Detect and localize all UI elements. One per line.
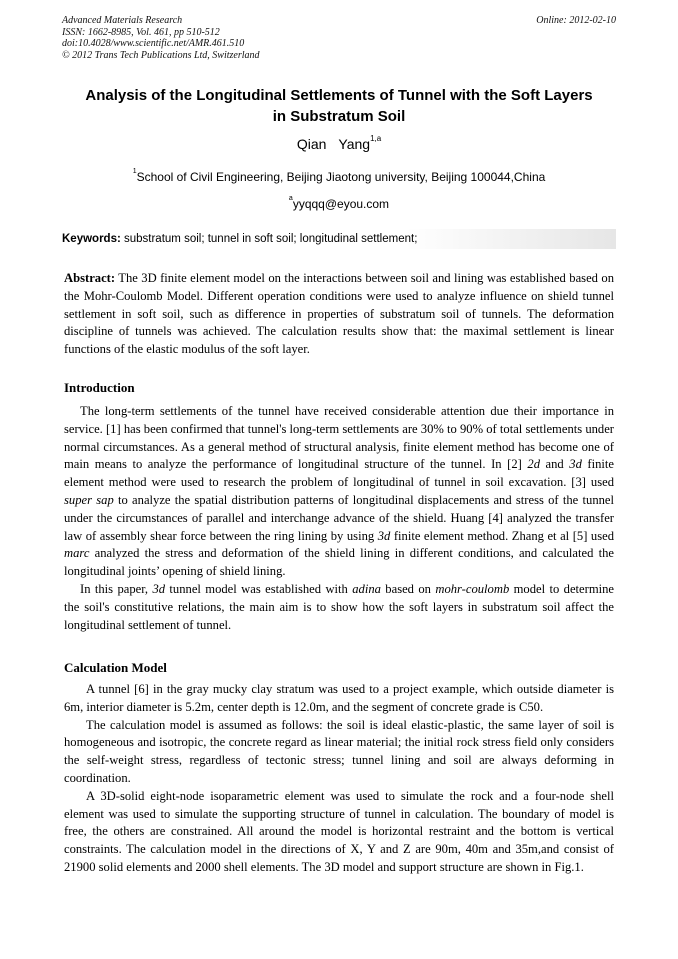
term-mohr-coulomb: mohr-coulomb: [435, 581, 510, 596]
calculation-model-heading: Calculation Model: [64, 660, 167, 675]
affiliation-text: School of Civil Engineering, Beijing Jiaotong university, Beijing 100044,China: [136, 170, 546, 184]
author-email: [0, 197, 678, 211]
affiliation: [0, 170, 678, 184]
introduction-body: [64, 403, 614, 634]
title-line-2: in Substratum Soil: [272, 108, 406, 125]
calc-paragraph-1: A tunnel [6] in the gray mucky clay stratum was used to a project example, which outside diameter is 6m, interior diameter is 5.2m, center depth is 12.0m, and the segment of concrete grade is C50.: [64, 682, 614, 714]
term-super-sap: super sap: [64, 492, 114, 507]
doi-line: doi:10.4028/www.scientific.net/AMR.461.510: [62, 38, 245, 49]
keywords-box: [62, 229, 616, 249]
email-text: yyqqq@eyou.com: [292, 197, 390, 211]
term-marc: marc: [64, 546, 90, 561]
intro-paragraph-1: The long-term settlements of the tunnel have received considerable attention due their importance in service. [1] has been confirmed that tunnel's long-term settlements are 30% to 90% of total settlements under normal circumstances. As a general method of structural analysis, finite element method has become one of main means to analyze the performance of longitudinal structure of the tunnel. In [2] 2d and 3d finite element method were used to research the problem of longitudinal of tunnel in soil excavation. [3] used super sap to analyze the spatial distribution patterns of longitudinal displacements and stress of the tunnel under the circumstances of parallel and interchange advance of the shield. Huang [4] analyzed the transfer law of assembly shear force between the ring lining by using 3d finite element method. Zhang et al [5] used marc analyzed the stress and deformation of the shield lining in different conditions, and calculated the longitudinal joints’ opening of shield lining.: [64, 404, 615, 579]
author-last-name: Yang: [338, 136, 371, 152]
keywords-text: substratum soil; tunnel in soft soil; longitudinal settlement;: [120, 233, 418, 245]
email-superscript: a: [288, 195, 293, 202]
abstract-label: Abstract:: [64, 271, 116, 285]
term-3d: 3d: [569, 457, 582, 472]
keywords-label: Keywords:: [62, 233, 121, 245]
calc-paragraph-2: The calculation model is assumed as follows: the soil is ideal elastic-plastic, the same layer of soil is homogeneous and isotropic, the concrete regard as linear material; the initial rock stress field only considers the self-weight stress, regardless of tectonic stress; tunnel lining and soil are always deforming in coordination.: [64, 717, 614, 785]
introduction-heading: Introduction: [64, 380, 135, 395]
calc-paragraph-3: A 3D-solid eight-node isoparametric element was used to simulate the rock and a four-node shell element was used to simulate the supporting structure of tunnel in calculation. The boundary of model is free, the others are constrained. All around the model is horizontal restraint and the bottom is vertical constraints. The calculation model in the directions of X, Y and Z are 90m, 40m and 35m,and consist of 21900 solid elements and 2000 shell elements. The 3D model and support structure are shown in Fig.1.: [64, 788, 614, 874]
term-2d: 2d: [527, 457, 540, 472]
term-3d-third: 3d: [152, 581, 166, 596]
intro-paragraph-2: In this paper, 3d tunnel model was established with adina based on mohr-coulomb model to determine the soil's constitutive relations, the main aim is to show how the soft layers in substratum soil affect the longitudinal settlement of tunnel.: [64, 581, 615, 632]
author-superscript: 1,a: [370, 134, 382, 143]
abstract: [64, 270, 614, 359]
abstract-text: The 3D finite element model on the interactions between soil and lining was established based on the Mohr-Coulomb Model. Different operation conditions were used to analyze influence on shield tunnel settlement in soft soil, such as difference in properties of substratum soil of tunnels. The deformation discipline of tunnels was achieved. The calculation results show that: the maximal settlement is linear functions of the elastic modulus of the soft layer.: [64, 271, 614, 357]
calculation-model-body: [64, 681, 614, 877]
title-line-1: Analysis of the Longitudinal Settlements of Tunnel with the Soft Layers: [85, 87, 593, 104]
affiliation-superscript: 1: [132, 168, 137, 175]
term-adina: adina: [352, 581, 381, 596]
author-line: [0, 136, 678, 152]
journal-header: [62, 15, 616, 61]
author-first-name: Qian: [296, 136, 327, 152]
paper-title: [50, 85, 628, 127]
issn-line: ISSN: 1662-8985, Vol. 461, pp 510-512: [62, 26, 220, 38]
online-date: Online: 2012-02-10: [536, 15, 616, 26]
copyright-line: © 2012 Trans Tech Publications Ltd, Switzerland: [62, 49, 260, 61]
term-3d-second: 3d: [377, 528, 391, 543]
journal-name: Advanced Materials Research: [62, 15, 183, 26]
